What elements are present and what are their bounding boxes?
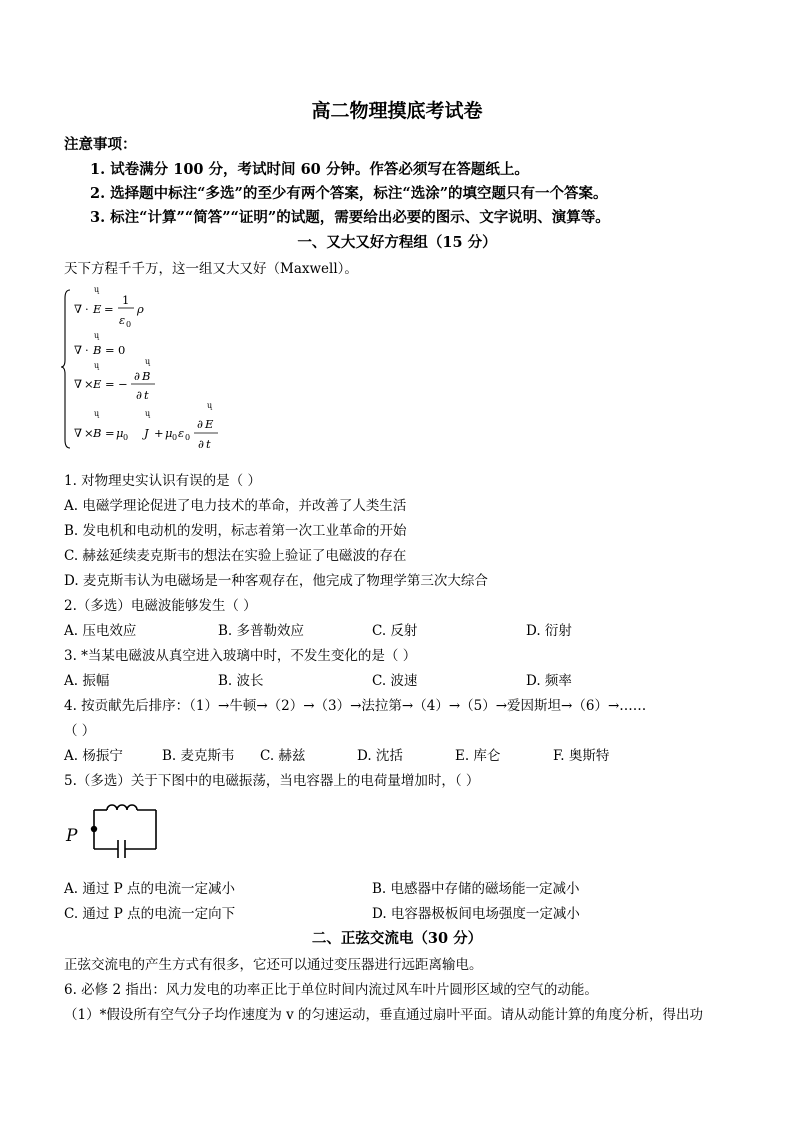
vector-mark: ų: [94, 361, 100, 370]
vector-mark: ų: [94, 285, 100, 294]
q2-option-b: B. 多普勒效应: [218, 623, 305, 639]
dot-operator: ·: [85, 343, 89, 357]
epsilon-symbol: ε: [178, 426, 185, 440]
q1-option-d: D. 麦克斯韦认为电磁场是一种客观存在，他完成了物理学第三次大综合: [64, 573, 488, 589]
q3-option-c: C. 波速: [372, 673, 418, 689]
maxwell-equations: [60, 282, 250, 452]
symbol-j: J: [144, 426, 149, 440]
q4-option-f: F. 奥斯特: [553, 748, 610, 764]
epsilon-symbol: ε: [119, 313, 126, 327]
symbol-b: B: [142, 369, 151, 383]
q4-stem-continued: （ ）: [64, 723, 96, 739]
q4-stem: 4. 按贡献先后排序：（1）→牛顿→（2）→（3）→法拉第→（4）→（5）→爱因斯坦→（6）→……: [64, 698, 647, 714]
q3-option-a: A. 振幅: [64, 673, 110, 689]
q5-option-d: D. 电容器极板间电场强度一定减小: [372, 906, 580, 922]
q4-option-a: A. 杨振宁: [64, 748, 123, 764]
lc-circuit-diagram: [62, 796, 166, 866]
symbol-t: t: [144, 388, 149, 402]
cross-operator: ×: [84, 426, 94, 440]
vector-mark: ų: [94, 331, 100, 340]
q1-option-a: A. 电磁学理论促进了电力技术的革命，并改善了人类生活: [64, 498, 407, 514]
subscript-zero: 0: [126, 320, 132, 329]
plus-sign: +: [154, 426, 164, 440]
point-p-dot: [91, 826, 97, 832]
vector-mark: ų: [145, 409, 151, 418]
symbol-e: E: [93, 302, 102, 316]
symbol-b: B: [93, 343, 102, 357]
q2-option-c: C. 反射: [372, 623, 418, 639]
q2-option-d: D. 衍射: [526, 623, 572, 639]
symbol-e: E: [93, 377, 102, 391]
q1-option-b: B. 发电机和电动机的发明，标志着第一次工业革命的开始: [64, 523, 407, 539]
equals-sign: =: [105, 426, 115, 440]
page-title: 高二物理摸底考试卷: [311, 100, 483, 122]
partial-symbol: ∂: [136, 388, 142, 402]
notice-heading: 注意事项：: [64, 136, 137, 153]
vector-mark: ų: [94, 409, 100, 418]
q2-stem: 2.（多选）电磁波能够发生（ ）: [64, 598, 257, 614]
numeral-one: 1: [122, 293, 130, 307]
q4-option-e: E. 库仑: [455, 748, 501, 764]
q3-stem: 3. *当某电磁波从真空进入玻璃中时，不发生变化的是（ ）: [64, 648, 417, 664]
subscript-zero: 0: [172, 433, 178, 442]
rho-symbol: ρ: [137, 302, 144, 316]
symbol-b: B: [93, 426, 102, 440]
numeral-zero: 0: [118, 343, 126, 357]
nabla-symbol: ∇: [74, 377, 83, 391]
equals-sign: =: [104, 302, 114, 316]
q5-option-c: C. 通过 P 点的电流一定向下: [64, 906, 236, 922]
nabla-symbol: ∇: [74, 343, 83, 357]
section-1-intro: 天下方程千千万，这一组又大又好（Maxwell）。: [64, 261, 358, 277]
q1-option-c: C. 赫兹延续麦克斯韦的想法在实验上验证了电磁波的存在: [64, 548, 407, 564]
point-p-label: P: [66, 826, 78, 846]
partial-symbol: ∂: [134, 369, 140, 383]
subscript-zero: 0: [185, 433, 191, 442]
subscript-zero: 0: [123, 433, 129, 442]
q4-option-b: B. 麦克斯韦: [162, 748, 235, 764]
q3-option-d: D. 频率: [526, 673, 572, 689]
q6-stem: 6. 必修 2 指出：风力发电的功率正比于单位时间内流过风车叶片圆形区域的空气的动能。: [64, 982, 598, 998]
q5-option-b: B. 电感器中存储的磁场能一定减小: [372, 881, 580, 897]
dot-operator: ·: [85, 302, 89, 316]
mu-symbol: μ: [116, 426, 124, 440]
minus-sign: −: [118, 377, 128, 391]
cross-operator: ×: [84, 377, 94, 391]
q3-option-b: B. 波长: [218, 673, 264, 689]
nabla-symbol: ∇: [74, 302, 83, 316]
q5-option-a: A. 通过 P 点的电流一定减小: [64, 881, 235, 897]
q2-option-a: A. 压电效应: [64, 623, 137, 639]
section-1-heading: 一、又大又好方程组（15 分）: [297, 234, 497, 251]
mu-symbol: μ: [165, 426, 173, 440]
partial-symbol: ∂: [198, 437, 204, 451]
symbol-e: E: [205, 417, 214, 431]
equals-sign: =: [105, 343, 115, 357]
equals-sign: =: [105, 377, 115, 391]
notice-item-3: 3. 标注“计算”“简答”“证明”的试题，需要给出必要的图示、文字说明、演算等。: [90, 209, 610, 226]
system-brace: [61, 290, 70, 448]
q5-stem: 5.（多选）关于下图中的电磁振荡，当电容器上的电荷量增加时，（ ）: [64, 773, 480, 789]
symbol-t: t: [206, 437, 211, 451]
q1-stem: 1. 对物理史实认识有误的是（ ）: [64, 473, 261, 489]
notice-item-2: 2. 选择题中标注“多选”的至少有两个答案，标注“选涂”的填空题只有一个答案。: [90, 185, 608, 202]
section-2-heading: 二、正弦交流电（30 分）: [311, 930, 483, 947]
q4-option-d: D. 沈括: [357, 748, 403, 764]
partial-symbol: ∂: [197, 417, 203, 431]
nabla-symbol: ∇: [74, 426, 83, 440]
q6-part-1: （1）*假设所有空气分子均作速度为 v 的匀速运动，垂直通过扇叶平面。请从动能计算的角度分析，得出功: [64, 1007, 704, 1023]
section-2-intro: 正弦交流电的产生方式有很多，它还可以通过变压器进行远距离输电。: [64, 957, 483, 973]
notice-item-1: 1. 试卷满分 100 分，考试时间 60 分钟。作答必须写在答题纸上。: [90, 161, 529, 178]
vector-mark: ų: [207, 401, 213, 410]
inductor-coil: [107, 805, 137, 810]
q4-option-c: C. 赫兹: [260, 748, 306, 764]
vector-mark: ų: [145, 357, 151, 366]
